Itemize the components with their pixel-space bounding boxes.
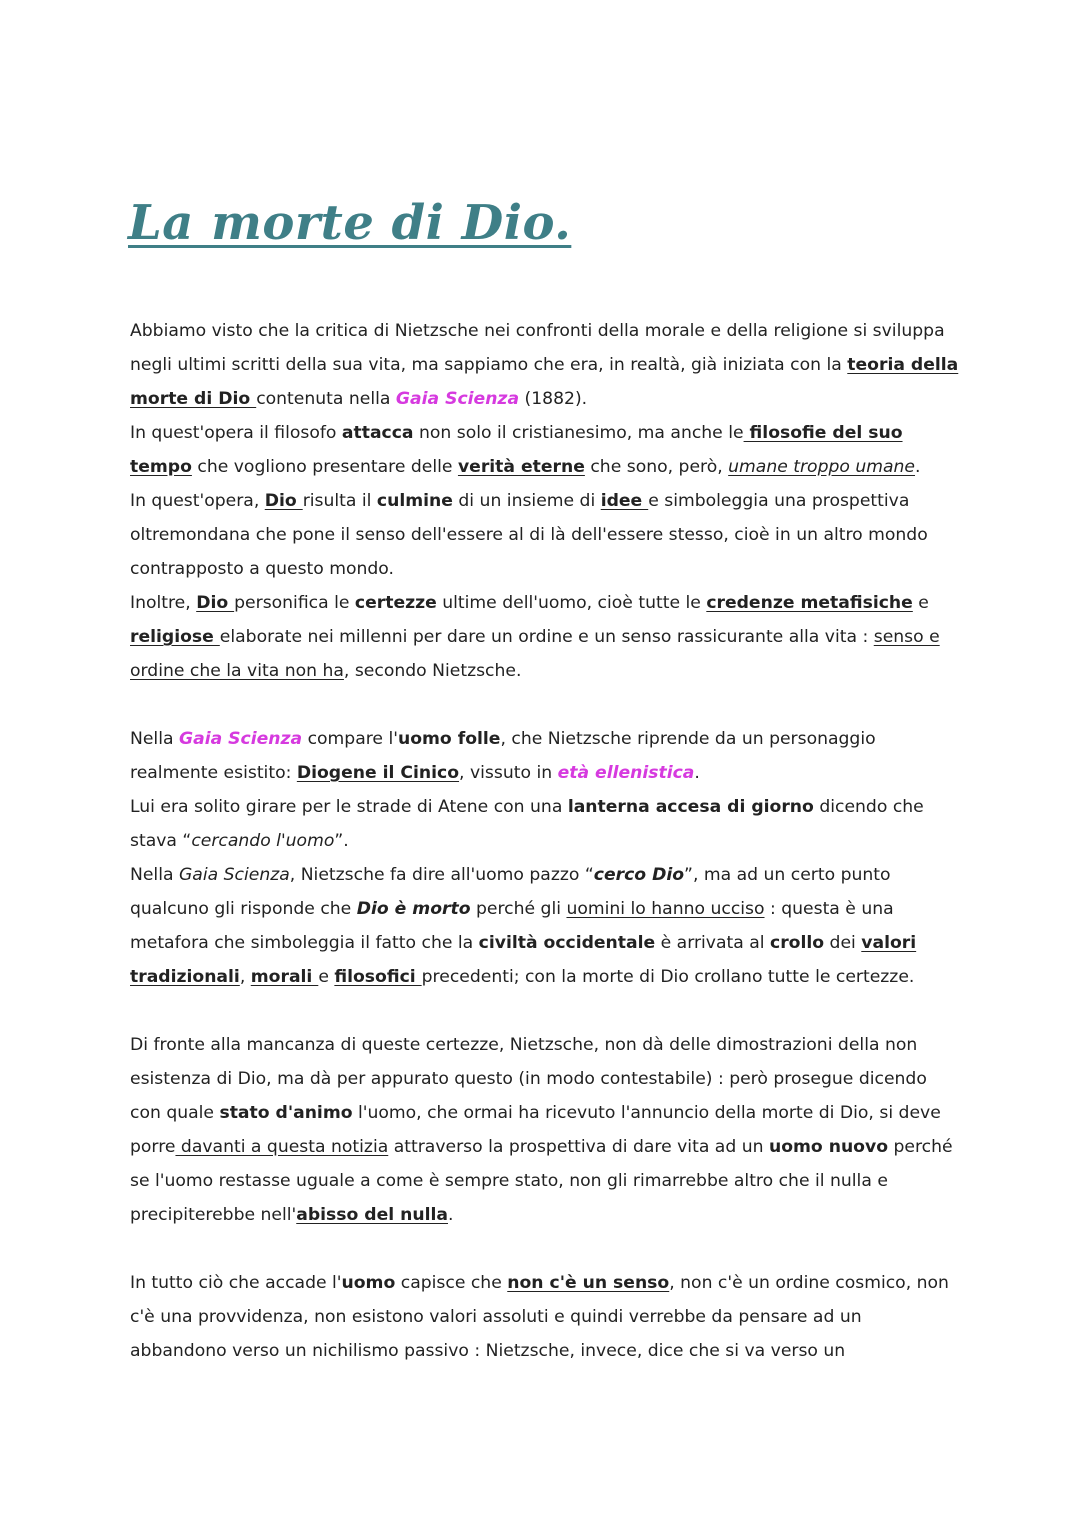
- emphasis-idee: idee: [600, 491, 649, 511]
- text: dei: [824, 933, 862, 953]
- paragraph-certezze: [130, 586, 960, 688]
- emphasis-non-senso: non c'è un senso: [507, 1273, 670, 1293]
- emphasis-uomo-nuovo: uomo nuovo: [768, 1137, 889, 1157]
- text: , non c'è un ordine cosmico, non c'è una provvidenza, non esistono valori assoluti e quindi verrebbe da pensare ad un abbandono verso un nichilismo passivo : Nietzsche, invece, dice che si va verso un: [130, 1273, 949, 1361]
- text: che vogliono presentare delle: [191, 457, 458, 477]
- text: e: [912, 593, 929, 613]
- paragraph-stato-animo: [130, 1028, 960, 1232]
- highlight-eta-ellenistica: età ellenistica: [557, 763, 695, 783]
- underline-davanti-notizia: davanti a questa notizia: [175, 1137, 389, 1157]
- text: .: [694, 763, 700, 783]
- highlight-gaia-scienza: Gaia Scienza: [395, 389, 520, 409]
- text: , secondo Nietzsche.: [343, 661, 522, 681]
- paragraph-nichilismo: [130, 1266, 960, 1368]
- text: : questa è una metafora che simboleggia il fatto che la: [130, 899, 894, 953]
- text: Nella: [130, 865, 179, 885]
- emphasis-uomo: uomo: [341, 1273, 396, 1293]
- text: capisce che: [395, 1273, 508, 1293]
- paragraph-gap: [130, 688, 960, 722]
- text: perché gli: [470, 899, 567, 919]
- emphasis-valori: valori tradizionali: [130, 933, 917, 987]
- text: , che Nietzsche riprende da un personaggio realmente esistito:: [130, 729, 876, 783]
- paragraph-lanterna: [130, 790, 960, 858]
- emphasis-umane: umane troppo umane: [728, 457, 916, 477]
- text: contenuta nella: [256, 389, 396, 409]
- emphasis-dio-morto: Dio è morto: [356, 899, 471, 919]
- paragraph-dio-morto: [130, 858, 960, 994]
- emphasis-lanterna: lanterna accesa di giorno: [567, 797, 814, 817]
- text: ultime dell'uomo, cioè tutte le: [436, 593, 707, 613]
- emphasis-filosofie: filosofie del suo tempo: [130, 423, 903, 477]
- text: e: [318, 967, 335, 987]
- emphasis-stato-animo: stato d'animo: [219, 1103, 353, 1123]
- emphasis-morali: morali: [250, 967, 319, 987]
- emphasis-teoria: teoria della morte di Dio: [130, 355, 959, 409]
- text: Inoltre,: [130, 593, 197, 613]
- text: di un insieme di: [452, 491, 601, 511]
- emphasis-filosofici: filosofici: [334, 967, 422, 987]
- emphasis-uomo-folle: uomo folle: [397, 729, 501, 749]
- text: ”.: [334, 831, 349, 851]
- text: ,: [239, 967, 251, 987]
- emphasis-civilta: civiltà occidentale: [478, 933, 656, 953]
- text: Nella: [130, 729, 179, 749]
- emphasis-verita-eterne: verità eterne: [457, 457, 585, 477]
- underline-uomini-ucciso: uomini lo hanno ucciso: [566, 899, 765, 919]
- paragraph-intro: [130, 314, 960, 416]
- text: Abbiamo visto che la critica di Nietzsche nei confronti della morale e della religione si sviluppa negli ultimi scritti della sua vita, ma sappiamo che era, in realtà, già iniziata con la: [130, 321, 945, 375]
- emphasis-culmine: culmine: [376, 491, 453, 511]
- emphasis-diogene: Diogene il Cinico: [296, 763, 460, 783]
- text: personifica le: [234, 593, 355, 613]
- emphasis-cerco-dio: cerco Dio: [593, 865, 685, 885]
- emphasis-dio: Dio: [196, 593, 235, 613]
- text: ”, ma ad un certo punto qualcuno gli risponde che: [130, 865, 891, 919]
- paragraph-dio-culmine: [130, 484, 960, 586]
- text: Lui era solito girare per le strade di Atene con una: [130, 797, 568, 817]
- emphasis-crollo: crollo: [770, 933, 825, 953]
- text: perché se l'uomo restasse uguale a come è sempre stato, non gli rimarrebbe altro che il nulla e precipiterebbe nell': [130, 1137, 953, 1225]
- text: In quest'opera,: [130, 491, 265, 511]
- document-body: [130, 314, 960, 1368]
- emphasis-dio: Dio: [264, 491, 303, 511]
- emphasis-attacca: attacca: [341, 423, 414, 443]
- emphasis-abisso: abisso del nulla: [296, 1205, 448, 1225]
- emphasis-certezze: certezze: [354, 593, 437, 613]
- text: elaborate nei millenni per dare un ordine e un senso rassicurante alla vita :: [219, 627, 874, 647]
- text: attraverso la prospettiva di dare vita ad un: [388, 1137, 769, 1157]
- text: In tutto ciò che accade l': [130, 1273, 342, 1293]
- emphasis-religiose: religiose: [130, 627, 220, 647]
- text: precedenti; con la morte di Dio crollano tutte le certezze.: [421, 967, 915, 987]
- text: non solo il cristianesimo, ma anche le: [413, 423, 744, 443]
- paragraph-uomo-folle: [130, 722, 960, 790]
- text: è arrivata al: [655, 933, 771, 953]
- text: dicendo che stava “: [130, 797, 924, 851]
- paragraph-opera: [130, 416, 960, 484]
- emphasis-cercando-uomo: cercando l'uomo: [191, 831, 335, 851]
- text: Di fronte alla mancanza di queste certezze, Nietzsche, non dà delle dimostrazioni della non esistenza di Dio, ma dà per appurato questo (in modo contestabile) : però prosegue dicendo con quale: [130, 1035, 927, 1123]
- paragraph-gap: [130, 994, 960, 1028]
- page-title: La morte di Dio.: [128, 195, 572, 251]
- text: l'uomo, che ormai ha ricevuto l'annuncio della morte di Dio, si deve porre: [130, 1103, 941, 1157]
- paragraph-gap: [130, 1232, 960, 1266]
- text: compare l': [302, 729, 398, 749]
- text: .: [915, 457, 921, 477]
- text: , Nietzsche fa dire all'uomo pazzo “: [289, 865, 594, 885]
- text: , vissuto in: [459, 763, 558, 783]
- text: che sono, però,: [584, 457, 729, 477]
- underline-senso-ordine: senso e ordine che la vita non ha: [130, 627, 940, 681]
- emphasis-gaia-scienza: Gaia Scienza: [178, 865, 290, 885]
- text: .: [448, 1205, 454, 1225]
- highlight-gaia-scienza: Gaia Scienza: [178, 729, 303, 749]
- text: (1882).: [519, 389, 588, 409]
- text: In quest'opera il filosofo: [130, 423, 342, 443]
- emphasis-credenze: credenze metafisiche: [706, 593, 913, 613]
- text: risulta il: [302, 491, 377, 511]
- text: e simboleggia una prospettiva oltremondana che pone il senso dell'essere al di là dell'essere stesso, cioè in un altro mondo contrapposto a questo mondo.: [130, 491, 928, 579]
